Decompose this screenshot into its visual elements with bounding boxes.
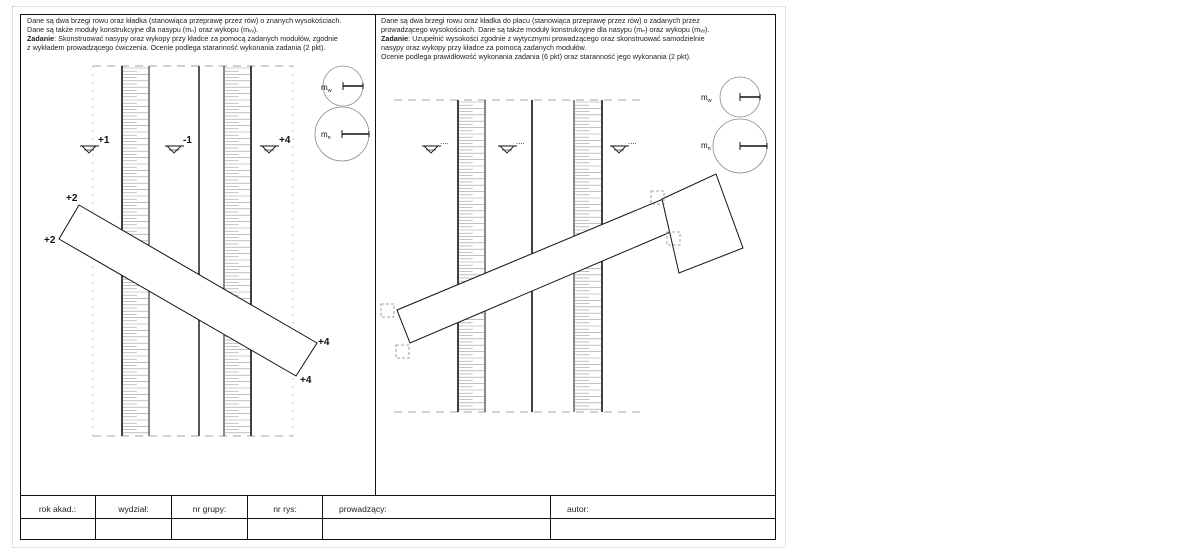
corner-label-right: +4 <box>318 337 330 348</box>
title-cell-autor <box>551 496 776 540</box>
left-ditch-drawing <box>44 66 369 436</box>
title-cell-rys <box>248 496 323 540</box>
right-task-line-4: nasypy oraz wykopy przy kładce za pomocą zadanych modułów. <box>381 43 587 52</box>
left-task-line-3-text: : Skonstruować nasypy oraz wykopy przy kładce za pomocą zadanych modułów, zgodnie <box>54 34 338 43</box>
level-marker-empty <box>610 137 637 153</box>
level-marker <box>80 135 110 153</box>
svg-text:mn <box>321 130 331 141</box>
height-placeholder-box <box>396 345 409 358</box>
module-wykop <box>321 66 363 106</box>
title-label: nr grupy: <box>192 504 227 514</box>
right-bank-hatch-1 <box>459 102 484 409</box>
svg-text:mn <box>701 141 711 152</box>
title-cell-wydzial <box>96 496 172 540</box>
level-marker <box>165 135 192 153</box>
level-placeholder: .... <box>440 137 449 146</box>
title-label: nr rys: <box>273 504 297 514</box>
right-task-line-3-text: : Uzupełnić wysokości zgodnie z wytycznymi prowadzącego oraz skonstruować samodzielnie <box>408 34 705 43</box>
left-task-line-4: z wykładem prowadzącego ćwiczenia. Ocenie podlega staranność wykonania zadania (2 pkt). <box>27 43 326 52</box>
corner-label-top: +2 <box>66 193 78 204</box>
left-bank-hatch-2 <box>225 68 250 433</box>
title-cell-grupa <box>172 496 248 540</box>
module-nasyp <box>315 107 369 161</box>
module-w-sub: w <box>707 98 712 104</box>
level-placeholder: .... <box>628 137 637 146</box>
left-task-line-1: Dane są dwa brzegi rowu oraz kładka (stanowiąca przeprawę przez rów) o znanych wysokościach. <box>27 16 342 25</box>
level-marker <box>260 135 291 153</box>
module-nasyp-right <box>701 119 767 173</box>
right-task-bold: Zadanie <box>381 34 409 43</box>
title-cell-prowadzacy <box>323 496 551 540</box>
module-w-letter: m <box>321 83 328 92</box>
title-label: autor: <box>567 504 589 514</box>
module-n-letter: m <box>321 130 328 139</box>
title-label: rok akad.: <box>38 504 77 514</box>
footbridge-to-square <box>397 197 680 343</box>
corner-label-left: +2 <box>44 235 56 246</box>
module-n-sub: n <box>707 146 711 152</box>
title-block <box>20 496 776 540</box>
title-cell-rok <box>20 496 96 540</box>
left-task-bold: Zadanie <box>27 34 55 43</box>
right-task-line-5: Ocenie podlega prawidłowość wykonania zadania (6 pkt) oraz staranność jego wykonania (2 pkt). <box>381 52 692 61</box>
title-label: prowadzący: <box>339 504 387 514</box>
footbridge <box>59 205 317 376</box>
level-placeholder: .... <box>516 137 525 146</box>
module-w-letter: m <box>701 93 708 102</box>
title-label: wydział: <box>118 504 149 514</box>
corner-label-bottom: +4 <box>300 375 312 386</box>
right-task-line-2: prowadzącego wysokościach. Dane są także moduły konstrukcyjne dla nasypu (mₙ) oraz wykopu (mᵥᵥ). <box>381 25 710 34</box>
module-wykop-right <box>701 77 760 117</box>
height-placeholder-box <box>381 304 394 317</box>
module-n-letter: m <box>701 141 708 150</box>
level-label: +1 <box>98 135 110 146</box>
right-ditch-drawing <box>381 77 767 412</box>
svg-text:mw <box>701 93 712 104</box>
square-plaza <box>662 174 743 273</box>
right-task-line-1: Dane są dwa brzegi rowu oraz kładka do placu (stanowiąca przeprawę przez rów) o zadanych przez <box>381 16 700 25</box>
level-marker-empty <box>422 137 449 153</box>
level-label: -1 <box>183 135 192 146</box>
svg-text:mw <box>321 83 332 94</box>
module-n-sub: n <box>327 135 331 141</box>
left-task-line-2: Dane są także moduły konstrukcyjne dla nasypu (mₙ) oraz wykopu (mᵥᵥ). <box>27 25 259 34</box>
level-label: +4 <box>279 135 291 146</box>
level-marker-empty <box>498 137 525 153</box>
module-w-sub: w <box>327 88 332 94</box>
